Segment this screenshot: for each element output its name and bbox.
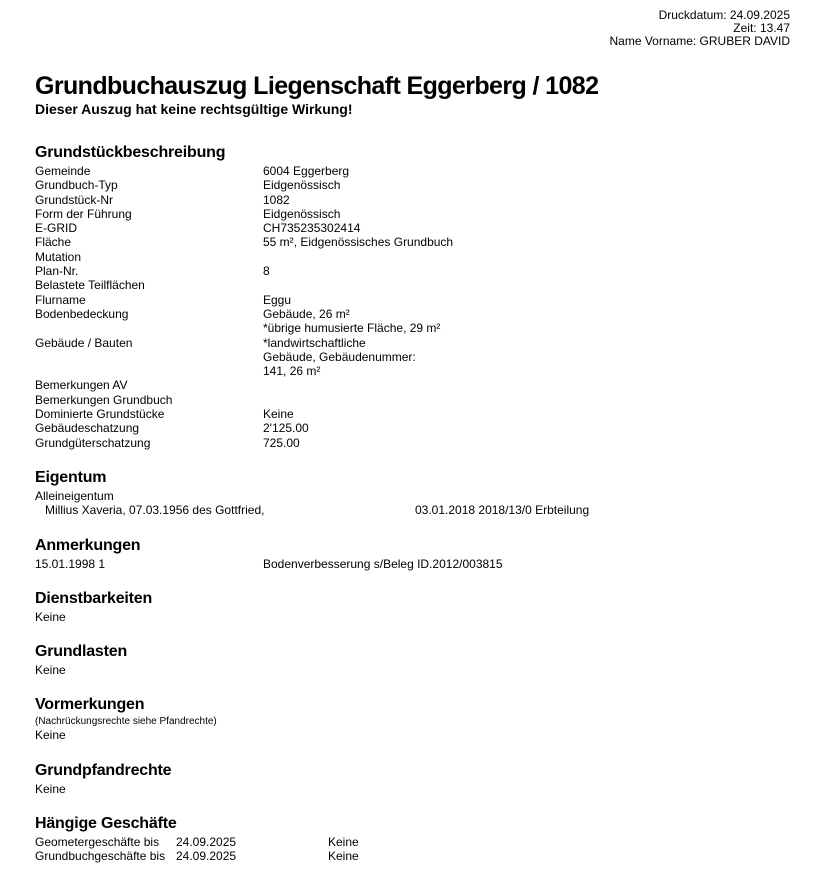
value-line: 1082	[263, 192, 290, 207]
table-row	[35, 164, 790, 178]
row-label: Fläche	[35, 235, 72, 250]
value-line: Keine	[263, 407, 294, 422]
value-line: *landwirtschaftliche	[263, 335, 366, 350]
row-label: Form der Führung	[35, 206, 132, 221]
ownership-type: Alleineigentum	[35, 488, 114, 503]
row-value	[263, 293, 790, 307]
section-grundstueckbeschreibung	[35, 144, 790, 450]
section-eigentum	[35, 469, 790, 518]
section-anmerkungen	[35, 537, 790, 571]
row-label: E-GRID	[35, 221, 77, 236]
page-subtitle: Dieser Auszug hat keine rechtsgültige Wirkung!	[35, 101, 353, 117]
value-line: Eidgenössisch	[263, 178, 341, 193]
row-value	[263, 264, 790, 278]
row-label: Gemeinde	[35, 164, 91, 178]
row-label: Bemerkungen Grundbuch	[35, 392, 173, 407]
section-heading-grundpfandrechte: Grundpfandrechte	[35, 761, 172, 779]
owner-name: Millius Xaveria, 07.03.1956 des Gottfried,	[45, 503, 265, 518]
section-grundpfandrechte	[35, 762, 790, 796]
pending-transaction-value: Keine	[328, 849, 359, 864]
row-label: Grundbuch-Typ	[35, 178, 118, 193]
value-line: Gebäude, 26 m²	[263, 306, 350, 321]
value-line: Eidgenössisch	[263, 206, 341, 221]
section-heading-grundstueckbeschreibung: Grundstückbeschreibung	[35, 144, 226, 161]
annotation-text: Bodenverbesserung s/Beleg ID.2012/003815	[263, 556, 503, 571]
vormerkungen-note: (Nachrückungsrechte siehe Pfandrechte)	[35, 716, 217, 728]
section-heading-grundlasten: Grundlasten	[35, 643, 128, 661]
value-line: 8	[263, 264, 270, 279]
row-value	[263, 278, 790, 292]
value-line: 55 m², Eidgenössisches Grundbuch	[263, 235, 454, 250]
pending-transaction-row	[35, 835, 790, 849]
row-value	[263, 207, 790, 221]
row-value	[263, 378, 790, 392]
section-heading-eigentum: Eigentum	[35, 468, 107, 486]
table-row	[35, 436, 790, 450]
row-label: Gebäudeschatzung	[35, 421, 140, 436]
section-grundlasten	[35, 643, 790, 677]
table-row	[35, 307, 790, 336]
owner-rows	[35, 503, 790, 517]
row-value	[263, 336, 790, 379]
table-row	[35, 207, 790, 221]
value-line: 2'125.00	[263, 421, 309, 436]
section-vormerkungen	[35, 696, 790, 742]
vormerkungen-content: Keine	[35, 728, 66, 743]
row-value	[263, 393, 790, 407]
row-label: Gebäude / Bauten	[35, 335, 133, 350]
row-label: Bodenbedeckung	[35, 306, 129, 321]
table-row	[35, 178, 790, 192]
section-heading-anmerkungen: Anmerkungen	[35, 536, 141, 554]
row-value	[263, 235, 790, 249]
row-value	[263, 178, 790, 192]
row-label: Flurname	[35, 292, 86, 307]
owner-row	[35, 503, 790, 517]
value-line: *übrige humusierte Fläche, 29 m²	[263, 321, 441, 336]
document-content	[35, 0, 790, 864]
pending-transaction-date: 24.09.2025	[176, 835, 237, 850]
table-row	[35, 221, 790, 235]
row-value	[263, 307, 790, 336]
print-user-name: Name Vorname: GRUBER DAVID	[609, 34, 790, 48]
pending-transaction-rows	[35, 835, 790, 864]
row-label: Dominierte Grundstücke	[35, 407, 165, 422]
value-line: 141, 26 m²	[263, 364, 321, 379]
owner-acquisition: 03.01.2018 2018/13/0 Erbteilung	[415, 503, 590, 518]
value-line: Eggu	[263, 292, 292, 307]
anmerkungen-entries	[35, 557, 790, 571]
pending-transaction-row	[35, 849, 790, 863]
table-row	[35, 293, 790, 307]
property-description-rows	[35, 164, 790, 450]
row-value	[263, 436, 790, 450]
pending-transaction-label: Geometergeschäfte bis	[35, 835, 160, 850]
row-label: Mutation	[35, 249, 82, 264]
table-row	[35, 393, 790, 407]
row-value	[263, 221, 790, 235]
row-label: Plan-Nr.	[35, 264, 79, 279]
section-dienstbarkeiten	[35, 590, 790, 624]
table-row	[35, 421, 790, 435]
dienstbarkeiten-content: Keine	[35, 609, 66, 624]
value-line: CH735235302414	[263, 221, 361, 236]
grundpfandrechte-content: Keine	[35, 781, 66, 796]
row-value	[263, 421, 790, 435]
annotation-row	[35, 557, 790, 571]
table-row	[35, 193, 790, 207]
pending-transaction-value: Keine	[328, 835, 359, 850]
row-value	[263, 250, 790, 264]
row-label: Grundstück-Nr	[35, 192, 114, 207]
table-row	[35, 264, 790, 278]
value-line: 6004 Eggerberg	[263, 164, 350, 178]
table-row	[35, 250, 790, 264]
section-heading-dienstbarkeiten: Dienstbarkeiten	[35, 589, 153, 607]
table-row	[35, 407, 790, 421]
print-time: Zeit: 13.47	[733, 21, 790, 35]
section-heading-vormerkungen: Vormerkungen	[35, 696, 145, 714]
section-heading-haengige-geschaefte: Hängige Geschäfte	[35, 815, 177, 833]
pending-transaction-label: Grundbuchgeschäfte bis	[35, 849, 166, 864]
table-row	[35, 278, 790, 292]
grundlasten-content: Keine	[35, 663, 66, 678]
table-row	[35, 378, 790, 392]
row-label: Bemerkungen AV	[35, 378, 128, 393]
section-haengige-geschaefte	[35, 815, 790, 864]
row-value	[263, 407, 790, 421]
value-line: 725.00	[263, 435, 300, 450]
table-row	[35, 336, 790, 379]
page-title: Grundbuchauszug Liegenschaft Eggerberg / 1082	[35, 72, 599, 100]
print-date: Druckdatum: 24.09.2025	[658, 8, 790, 22]
pending-transaction-date: 24.09.2025	[176, 849, 237, 864]
table-row	[35, 235, 790, 249]
row-value	[263, 164, 790, 178]
value-line: Gebäude, Gebäudenummer:	[263, 349, 416, 364]
row-label: Grundgüterschatzung	[35, 435, 151, 450]
row-label: Belastete Teilflächen	[35, 278, 145, 293]
annotation-date-ref: 15.01.1998 1	[35, 556, 106, 571]
row-value	[263, 193, 790, 207]
